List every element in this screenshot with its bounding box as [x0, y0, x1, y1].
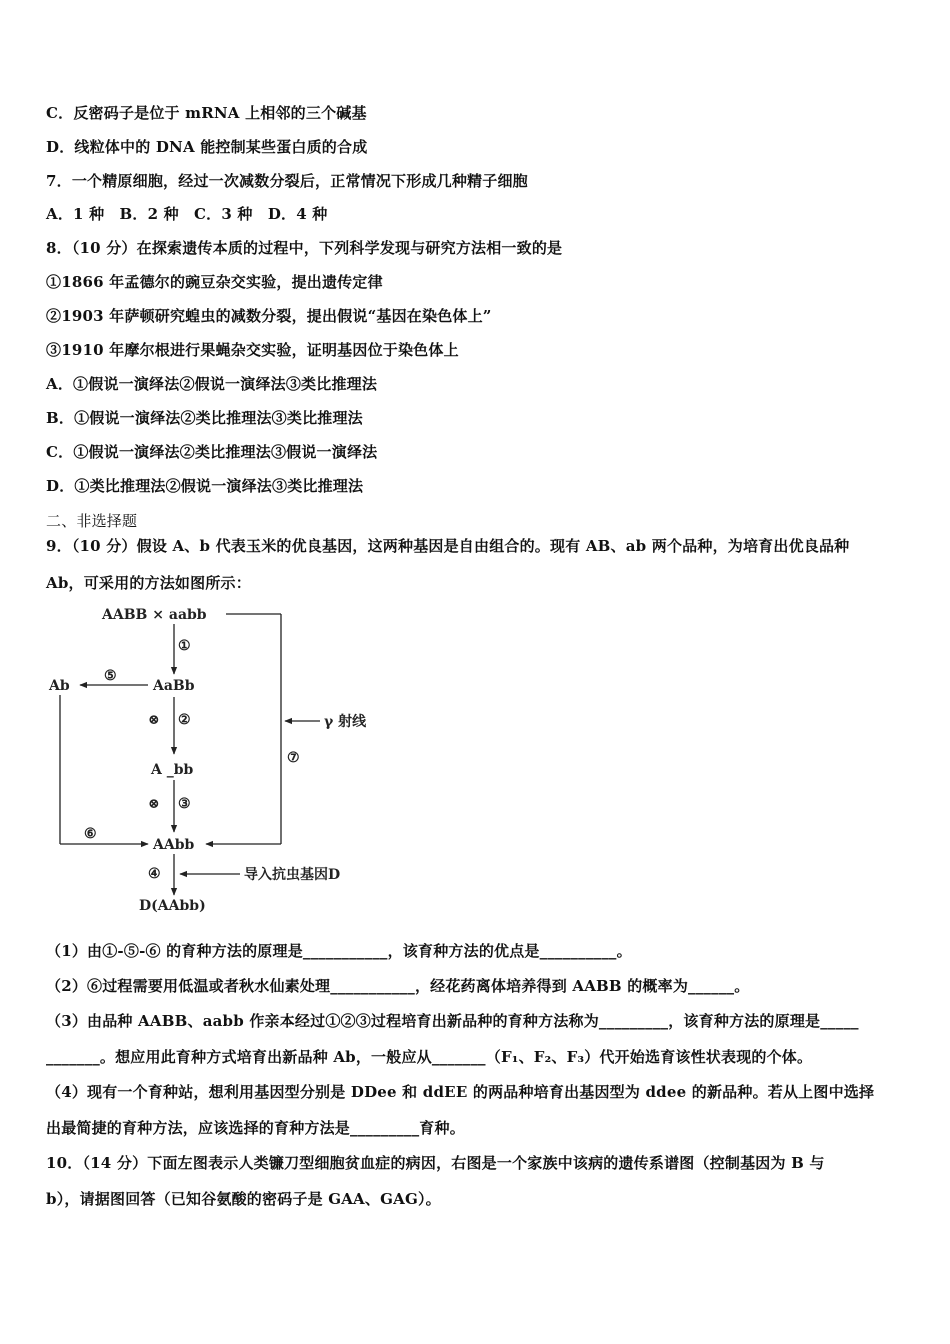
- question-10-cont: b），请据图回答（已知谷氨酸的密码子是 GAA、GAG）。: [46, 1190, 441, 1208]
- question-7: 7．一个精原细胞，经过一次减数分裂后，正常情况下形成几种精子细胞: [46, 172, 528, 190]
- subquestion-1: （1）由①-⑤-⑥ 的育种方法的原理是___________，该育种方法的优点是__________。: [46, 942, 632, 960]
- breeding-diagram: [40, 600, 400, 920]
- step-6-label: ⑥: [84, 826, 97, 842]
- step-2-label: ②: [178, 712, 191, 728]
- subquestion-3: （3）由品种 AABB、aabb 作亲本经过①②③过程培育出新品种的育种方法称为_________，该育种方法的原理是_____: [46, 1012, 859, 1030]
- question-8-item-1: ①1866 年孟德尔的豌豆杂交实验，提出遗传定律: [46, 273, 383, 291]
- question-8-option-a: A．①假说一演绎法②假说一演绎法③类比推理法: [46, 375, 378, 393]
- step-7-label: ⑦: [287, 750, 300, 766]
- f1-label: AaBb: [153, 678, 195, 694]
- line-c: C．反密码子是位于 mRNA 上相邻的三个碱基: [46, 104, 367, 122]
- section-heading: 二、非选择题: [46, 512, 138, 530]
- question-9-cont: Ab，可采用的方法如图所示：: [46, 574, 251, 592]
- subquestion-4-cont: 出最简捷的育种方法，应该选择的育种方法是_________育种。: [46, 1119, 465, 1137]
- line-d: D．线粒体中的 DNA 能控制某些蛋白质的合成: [46, 138, 368, 156]
- step-5-label: ⑤: [104, 668, 117, 684]
- question-9: 9．（10 分）假设 A、b 代表玉米的优良基因，这两种基因是自由组合的。现有 AB、ab 两个品种，为培育出优良品种: [46, 537, 850, 555]
- gene-label: 导入抗虫基因D: [244, 867, 341, 883]
- subquestion-3-cont: _______。想应用此育种方式培育出新品种 Ab，一般应从_______（F₁、F₂、F₃）代开始选育该性状表现的个体。: [46, 1048, 813, 1066]
- parents-label: AABB × aabb: [102, 607, 207, 623]
- question-7-options: A．1 种 B．2 种 C．3 种 D．4 种: [46, 205, 328, 223]
- mid-label: A _bb: [151, 762, 194, 778]
- question-8: 8．（10 分）在探索遗传本质的过程中，下列科学发现与研究方法相一致的是: [46, 239, 563, 257]
- question-8-item-2: ②1903 年萨顿研究蝗虫的减数分裂，提出假说“基因在染色体上”: [46, 307, 492, 325]
- question-8-item-3: ③1910 年摩尔根进行果蝇杂交实验，证明基因位于染色体上: [46, 341, 459, 359]
- step-3-label: ③: [178, 796, 191, 812]
- d-label: D(AAbb): [139, 898, 206, 914]
- cross-icon-2: ⊗: [148, 712, 160, 728]
- question-8-option-d: D．①类比推理法②假说一演绎法③类比推理法: [46, 477, 364, 495]
- cross-icon-3: ⊗: [148, 796, 160, 812]
- aabb-label: AAbb: [153, 837, 195, 853]
- subquestion-4: （4）现有一个育种站，想利用基因型分别是 DDee 和 ddEE 的两品种培育出基因型为 ddee 的新品种。若从上图中选择: [46, 1083, 875, 1101]
- step-4-label: ④: [148, 866, 161, 882]
- step-1-label: ①: [178, 638, 191, 654]
- subquestion-2: （2）⑥过程需要用低温或者秋水仙素处理___________，经花药离体培养得到 AABB 的概率为______。: [46, 977, 750, 995]
- question-10: 10．（14 分）下面左图表示人类镰刀型细胞贫血症的病因，右图是一个家族中该病的遗传系谱图（控制基因为 B 与: [46, 1154, 825, 1172]
- question-8-option-b: B．①假说一演绎法②类比推理法③类比推理法: [46, 409, 363, 427]
- question-8-option-c: C．①假说一演绎法②类比推理法③假说一演绎法: [46, 443, 378, 461]
- ab-label: Ab: [49, 678, 70, 694]
- gamma-label: γ 射线: [324, 714, 367, 730]
